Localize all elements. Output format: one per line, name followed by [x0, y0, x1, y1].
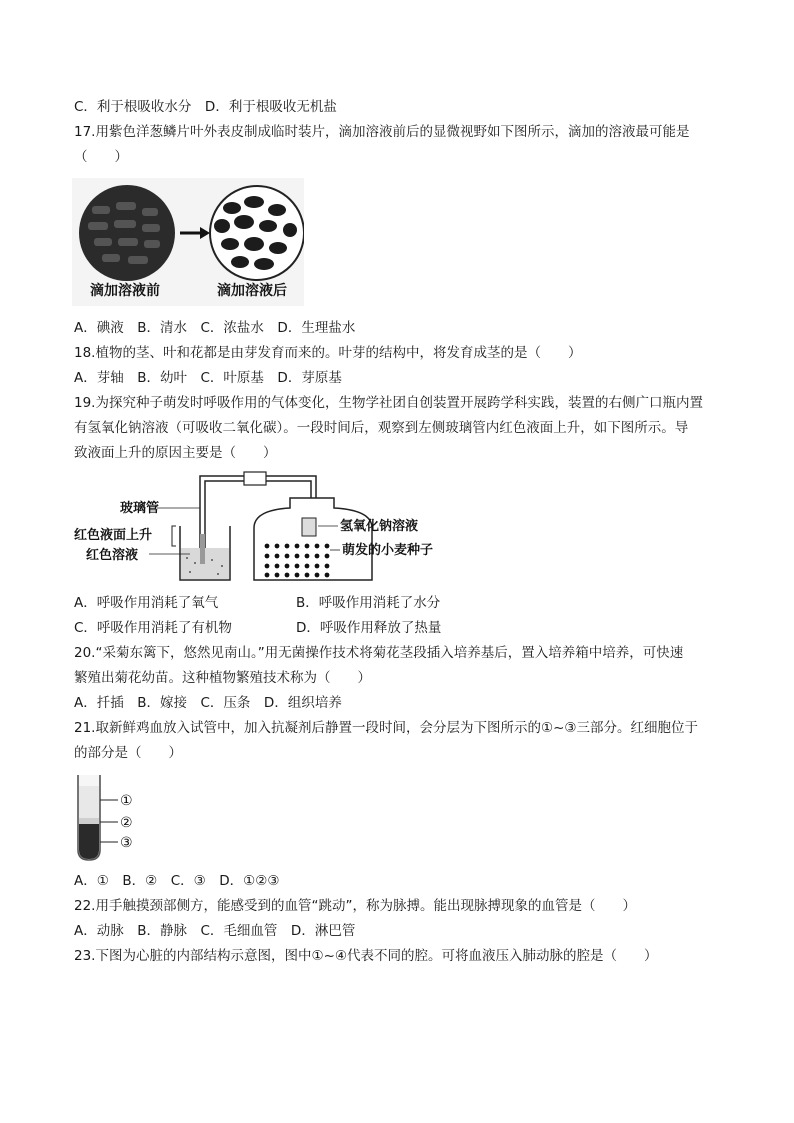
- after-label: 滴加溶液后: [217, 283, 287, 299]
- q22-options: A．动脉 B．静脉 C．毛细血管 D．淋巴管: [74, 923, 356, 939]
- label-naoh-solution: 氢氧化钠溶液: [340, 519, 419, 534]
- tube-label-3: ③: [120, 835, 133, 851]
- after-view-circle: [210, 186, 304, 280]
- q19-apparatus-figure: [72, 468, 442, 588]
- before-label: 滴加溶液前: [90, 283, 160, 299]
- q21-options: A．① B．② C．③ D．①②③: [74, 873, 280, 889]
- label-red-solution: 红色溶液: [86, 548, 139, 563]
- q21-test-tube-figure: [72, 772, 162, 864]
- q17-microscope-figure: [72, 178, 304, 306]
- q19-option-d: D．呼吸作用释放了热量: [296, 620, 442, 636]
- q18-options: A．芽轴 B．幼叶 C．叶原基 D．芽原基: [74, 370, 342, 386]
- tube-label-2: ②: [120, 815, 133, 831]
- before-view-circle: [79, 185, 175, 281]
- q19-option-a: A．呼吸作用消耗了氧气: [74, 595, 219, 611]
- arrow-icon: [180, 227, 210, 239]
- q22-stem: 22.用手触摸颈部侧方，能感受到的血管“跳动”，称为脉搏。能出现脉搏现象的血管是（ ）: [74, 898, 636, 914]
- q17-options: A．碘液 B．清水 C．浓盐水 D．生理盐水: [74, 320, 356, 336]
- label-red-surface-rise: 红色液面上升: [74, 528, 153, 543]
- tube-label-1: ①: [120, 793, 133, 809]
- q19-stem-line-2: 有氢氧化钠溶液（可吸收二氧化碳）。一段时间后，观察到左侧玻璃管内红色液面上升，如下图所示。导: [74, 420, 689, 436]
- q19-stem-line-1: 19.为探究种子萌发时呼吸作用的气体变化，生物学社团自创装置开展跨学科实践，装置的右侧广口瓶内置: [74, 395, 703, 411]
- q19-option-c: C．呼吸作用消耗了有机物: [74, 620, 232, 636]
- q18-stem: 18.植物的茎、叶和花都是由芽发育而来的。叶芽的结构中，将发育成茎的是（ ）: [74, 345, 582, 361]
- label-glass-tube: 玻璃管: [120, 501, 160, 516]
- q20-options: A．扦插 B．嫁接 C．压条 D．组织培养: [74, 695, 342, 711]
- q19-stem-line-3: 致液面上升的原因主要是（ ）: [74, 445, 277, 461]
- q17-stem-line-2: （ ）: [74, 149, 128, 165]
- q16-options-cd: C．利于根吸收水分 D．利于根吸收无机盐: [74, 99, 337, 115]
- q21-stem-line-1: 21.取新鲜鸡血放入试管中，加入抗凝剂后静置一段时间，会分层为下图所示的①~③三部分。红细胞位于: [74, 720, 698, 736]
- q17-stem-line-1: 17.用紫色洋葱鳞片叶外表皮制成临时装片，滴加溶液前后的显微视野如下图所示，滴加的溶液最可能是: [74, 124, 690, 140]
- label-seeds: 萌发的小麦种子: [342, 543, 434, 558]
- q21-stem-line-2: 的部分是（ ）: [74, 745, 182, 761]
- q20-stem-line-1: 20.“采菊东篱下，悠然见南山。”用无菌操作技术将菊花茎段插入培养基后，置入培养箱中培养，可快速: [74, 645, 684, 661]
- q23-stem: 23.下图为心脏的内部结构示意图，图中①~④代表不同的腔。可将血液压入肺动脉的腔是（ ）: [74, 948, 658, 964]
- q19-option-b: B．呼吸作用消耗了水分: [296, 595, 441, 611]
- q20-stem-line-2: 繁殖出菊花幼苗。这种植物繁殖技术称为（ ）: [74, 670, 371, 686]
